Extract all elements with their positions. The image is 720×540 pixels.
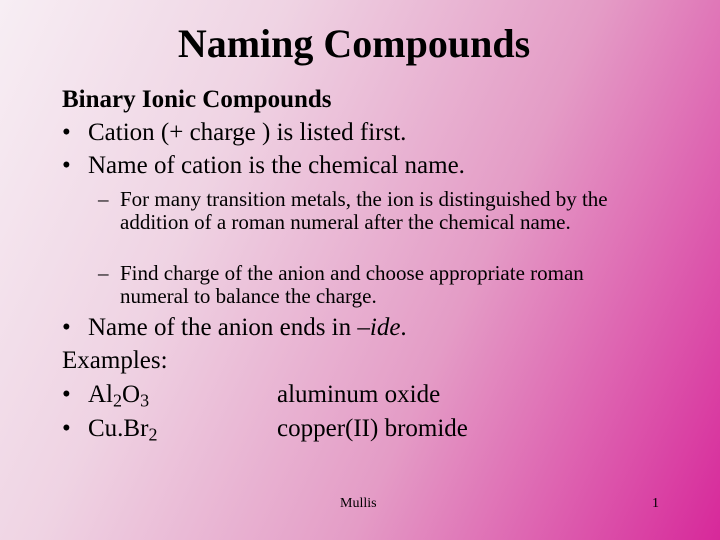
compound-name: aluminum oxide bbox=[277, 381, 441, 408]
bullet-item bbox=[62, 150, 465, 182]
bullet-marker: • bbox=[62, 152, 71, 179]
dash-marker: – bbox=[98, 261, 109, 285]
bullet-item bbox=[62, 117, 406, 149]
bullet-text: Cation (+ charge ) is listed first. bbox=[88, 119, 407, 146]
section-heading: Binary Ionic Compounds bbox=[62, 86, 332, 113]
bullet-text: Name of cation is the chemical name. bbox=[88, 152, 465, 179]
bullet-marker: • bbox=[62, 119, 71, 146]
page-number: 1 bbox=[652, 496, 659, 511]
bullet-marker: • bbox=[62, 381, 71, 408]
bullet-item bbox=[62, 312, 407, 344]
anion-text-prefix: Name of the anion ends in bbox=[88, 314, 358, 341]
example-row bbox=[62, 413, 157, 445]
formula-cubr2: $Cu.Br_2$ bbox=[88, 415, 158, 445]
example-row bbox=[62, 379, 149, 411]
formula-al2o3: $Al_2O_3$ bbox=[88, 381, 150, 411]
bullet-marker: • bbox=[62, 314, 71, 341]
bullet-marker: • bbox=[62, 415, 71, 442]
sub-bullet-text: Find charge of the anion and choose appropriate roman numeral to balance the charge. bbox=[120, 261, 584, 308]
dash-marker: – bbox=[98, 187, 109, 211]
compound-name: copper(II) bromide bbox=[277, 415, 468, 442]
footer-author: Mullis bbox=[340, 496, 377, 511]
anion-text-end: . bbox=[400, 314, 407, 341]
anion-suffix-ide: –ide bbox=[357, 314, 401, 341]
examples-label: Examples: bbox=[62, 347, 168, 374]
slide-title: Naming Compounds bbox=[177, 21, 531, 66]
sub-bullet-text: For many transition metals, the ion is distinguished by the addition of a roman numeral after the chemical name. bbox=[120, 187, 608, 234]
